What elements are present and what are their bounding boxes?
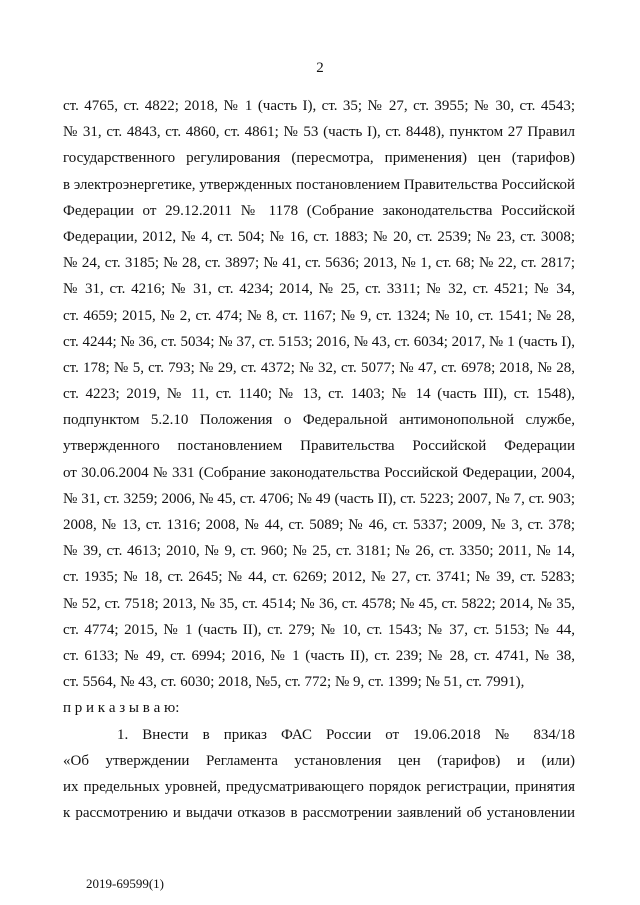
text-line: «Об утверждении Регламента установления цен (тарифов) и (или) <box>63 752 575 769</box>
text-line: государственного регулирования (пересмотра, применения) цен (тарифов) <box>63 150 575 167</box>
document-registration-code: 2019-69599(1) <box>86 876 164 891</box>
text-line: их предельных уровней, предусматривающего порядок регистрации, принятия <box>63 778 575 795</box>
order-keyword-line: п р и к а з ы в а ю: <box>63 700 180 717</box>
text-line: от 30.06.2004 № 331 (Собрание законодательства Российской Федерации, 2004, <box>63 464 575 481</box>
text-line: к рассмотрению и выдачи отказов в рассмотрении заявлений об установлении <box>63 805 575 822</box>
text-line: в электроэнергетике, утвержденных постановлением Правительства Российской <box>63 176 575 193</box>
text-line: № 31, ст. 3259; 2006, № 45, ст. 4706; № 49 (часть II), ст. 5223; 2007, № 7, ст. 903; <box>63 490 575 507</box>
text-line: № 31, ст. 4216; № 31, ст. 4234; 2014, № 25, ст. 3311; № 32, ст. 4521; № 34, <box>63 281 575 298</box>
text-line: 2008, № 13, ст. 1316; 2008, № 44, ст. 5089; № 46, ст. 5337; 2009, № 3, ст. 378; <box>63 517 575 533</box>
text-line: ст. 4223; 2019, № 11, ст. 1140; № 13, ст. 1403; № 14 (часть III), ст. 1548), <box>63 386 575 403</box>
text-line: № 31, ст. 4843, ст. 4860, ст. 4861; № 53 (часть I), ст. 8448), пунктом 27 Правил <box>63 124 575 141</box>
text-line: Федерации, 2012, № 4, ст. 504; № 16, ст. 1883; № 20, ст. 2539; № 23, ст. 3008; <box>63 228 575 245</box>
page-number: 2 <box>316 60 324 76</box>
document-body <box>63 93 575 826</box>
text-line: ст. 6133; № 49, ст. 6994; 2016, № 1 (часть II), ст. 239; № 28, ст. 4741, № 38, <box>63 647 575 664</box>
text-line: № 52, ст. 7518; 2013, № 35, ст. 4514; № 36, ст. 4578; № 45, ст. 5822; 2014, № 35, <box>63 595 575 612</box>
text-line: ст. 4774; 2015, № 1 (часть II), ст. 279; № 10, ст. 1543; № 37, ст. 5153; № 44, <box>63 621 575 638</box>
text-line: № 39, ст. 4613; 2010, № 9, ст. 960; № 25, ст. 3181; № 26, ст. 3350; 2011, № 14, <box>63 543 575 560</box>
clause-1-first-line: 1. Внести в приказ ФАС России от 19.06.2018 № 834/18 <box>117 726 575 743</box>
text-line: Федерации от 29.12.2011 № 1178 (Собрание законодательства Российской <box>63 202 575 219</box>
text-line: подпунктом 5.2.10 Положения о Федеральной антимонопольной службе, <box>63 412 575 429</box>
text-line: ст. 4244; № 36, ст. 5034; № 37, ст. 5153; 2016, № 43, ст. 6034; 2017, № 1 (часть I), <box>63 333 575 350</box>
text-line: утвержденного постановлением Правительства Российской Федерации <box>63 438 575 455</box>
text-line: № 24, ст. 3185; № 28, ст. 3897; № 41, ст. 5636; 2013, № 1, ст. 68; № 22, ст. 2817; <box>63 255 575 272</box>
text-line: ст. 5564, № 43, ст. 6030; 2018, №5, ст. 772; № 9, ст. 1399; № 51, ст. 7991), <box>63 674 525 691</box>
text-line: ст. 4765, ст. 4822; 2018, № 1 (часть I), ст. 35; № 27, ст. 3955; № 30, ст. 4543; <box>63 98 575 114</box>
text-line: ст. 4659; 2015, № 2, ст. 474; № 8, ст. 1167; № 9, ст. 1324; № 10, ст. 1541; № 28, <box>63 307 575 324</box>
text-line: ст. 178; № 5, ст. 793; № 29, ст. 4372; № 32, ст. 5077; № 47, ст. 6978; 2018, № 28, <box>63 359 575 376</box>
text-line: ст. 1935; № 18, ст. 2645; № 44, ст. 6269; 2012, № 27, ст. 3741; № 39, ст. 5283; <box>63 569 575 586</box>
